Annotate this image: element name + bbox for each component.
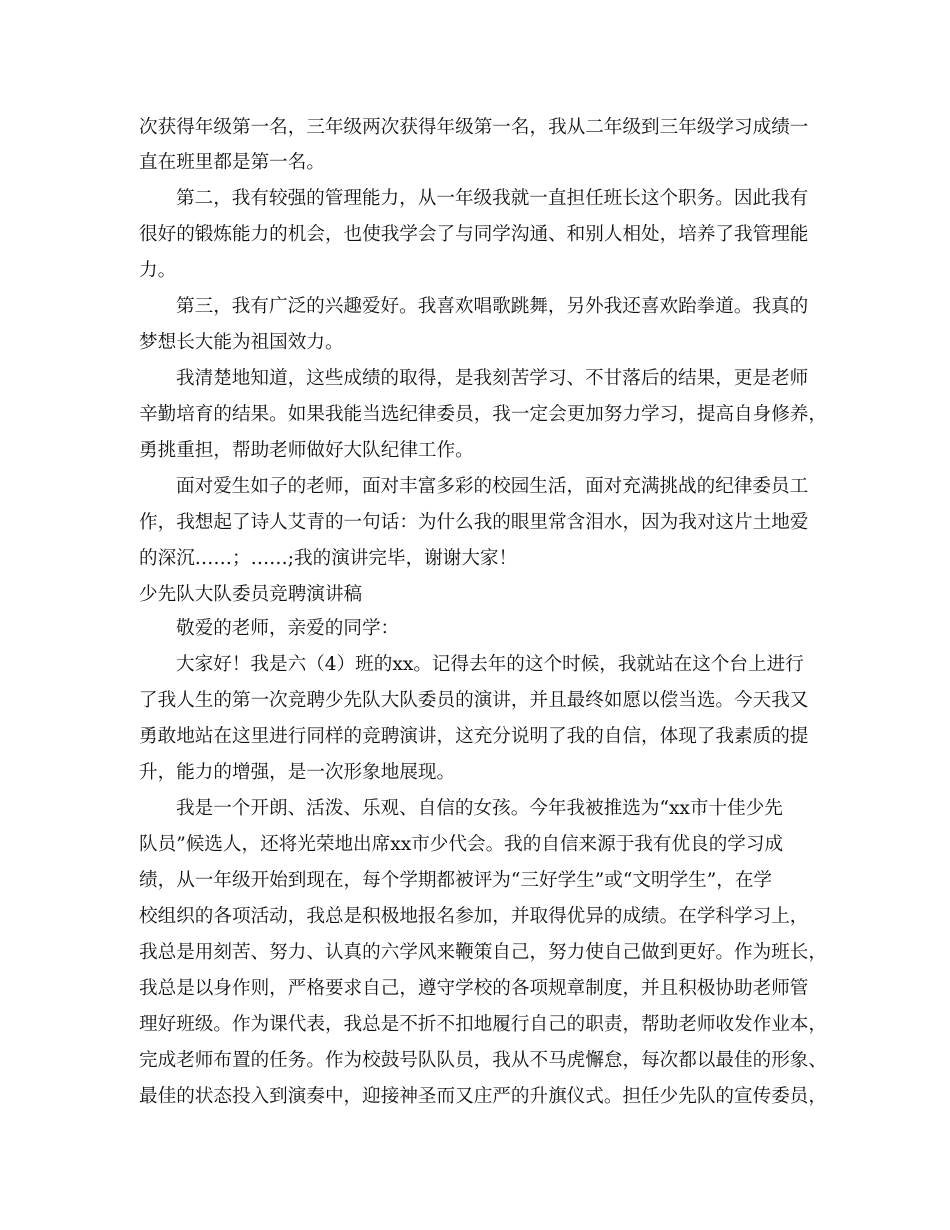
text-line: 我清楚地知道，这些成绩的取得，是我刻苦学习、不甘落后的结果，更是老师 [176,368,809,389]
text-line: 面对爱生如子的老师，面对丰富多彩的校园生活，面对充满挑战的纪律委员工 [176,476,809,497]
text-line: 完成老师布置的任务。作为校鼓号队队员，我从不马虎懈怠，每次都以最佳的形象、 [139,1050,827,1071]
section-title: 少先队大队委员竞聘演讲稿 [139,584,363,605]
text-line: 大家好！我是六（4）班的xx。记得去年的这个时候，我就站在这个台上进行 [176,654,804,675]
text-line: 的深沉……；……;我的演讲完毕，谢谢大家！ [139,548,518,569]
text-line: 直在班里都是第一名。 [139,152,325,173]
text-line: 勇挑重担，帮助老师做好大队纪律工作。 [139,440,474,461]
text-line: 校组织的各项活动，我总是积极地报名参加，并取得优异的成绩。在学科学习上， [139,906,809,927]
text-line: 次获得年级第一名，三年级两次获得年级第一名，我从二年级到三年级学习成绩一 [139,117,809,138]
text-line: 升，能力的增强，是一次形象地展现。 [139,762,456,783]
text-line: 辛勤培育的结果。如果我能当选纪律委员，我一定会更加努力学习，提高自身修养， [139,404,827,425]
text-line: 队员”候选人，还将光荣地出席xx市少代会。我的自信来源于我有优良的学习成 [139,834,784,855]
text-line: 梦想长大能为祖国效力。 [139,332,344,353]
text-line: 很好的锻炼能力的机会，也使我学会了与同学沟通、和别人相处，培养了我管理能 [139,224,809,245]
text-line: 我总是以身作则，严格要求自己，遵守学校的各项规章制度，并且积极协助老师管 [139,978,809,999]
text-line: 我总是用刻苦、努力、认真的六学风来鞭策自己，努力使自己做到更好。作为班长， [139,942,827,963]
text-line: 了我人生的第一次竞聘少先队大队委员的演讲，并且最终如愿以偿当选。今天我又 [139,690,809,711]
text-line: 理好班级。作为课代表，我总是不折不扣地履行自己的职责，帮助老师收发作业本， [139,1014,827,1035]
text-line: 绩，从一年级开始到现在，每个学期都被评为“三好学生”或“文明学生”，在学 [139,870,773,891]
text-line: 力。 [139,260,177,281]
salutation: 敬爱的老师，亲爱的同学： [176,618,400,639]
text-line: 我是一个开朗、活泼、乐观、自信的女孩。今年我被推选为“xx市十佳少先 [176,798,783,819]
text-line: 第三，我有广泛的兴趣爱好。我喜欢唱歌跳舞，另外我还喜欢跆拳道。我真的 [176,296,809,317]
text-line: 作，我想起了诗人艾青的一句话：为什么我的眼里常含泪水，因为我对这片土地爱 [139,512,809,533]
text-line: 最佳的状态投入到演奏中，迎接神圣而又庄严的升旗仪式。担任少先队的宣传委员， [139,1086,827,1107]
text-line: 勇敢地站在这里进行同样的竞聘演讲，这充分说明了我的自信，体现了我素质的提 [139,726,809,747]
text-line: 第二，我有较强的管理能力，从一年级我就一直担任班长这个职务。因此我有 [176,188,809,209]
